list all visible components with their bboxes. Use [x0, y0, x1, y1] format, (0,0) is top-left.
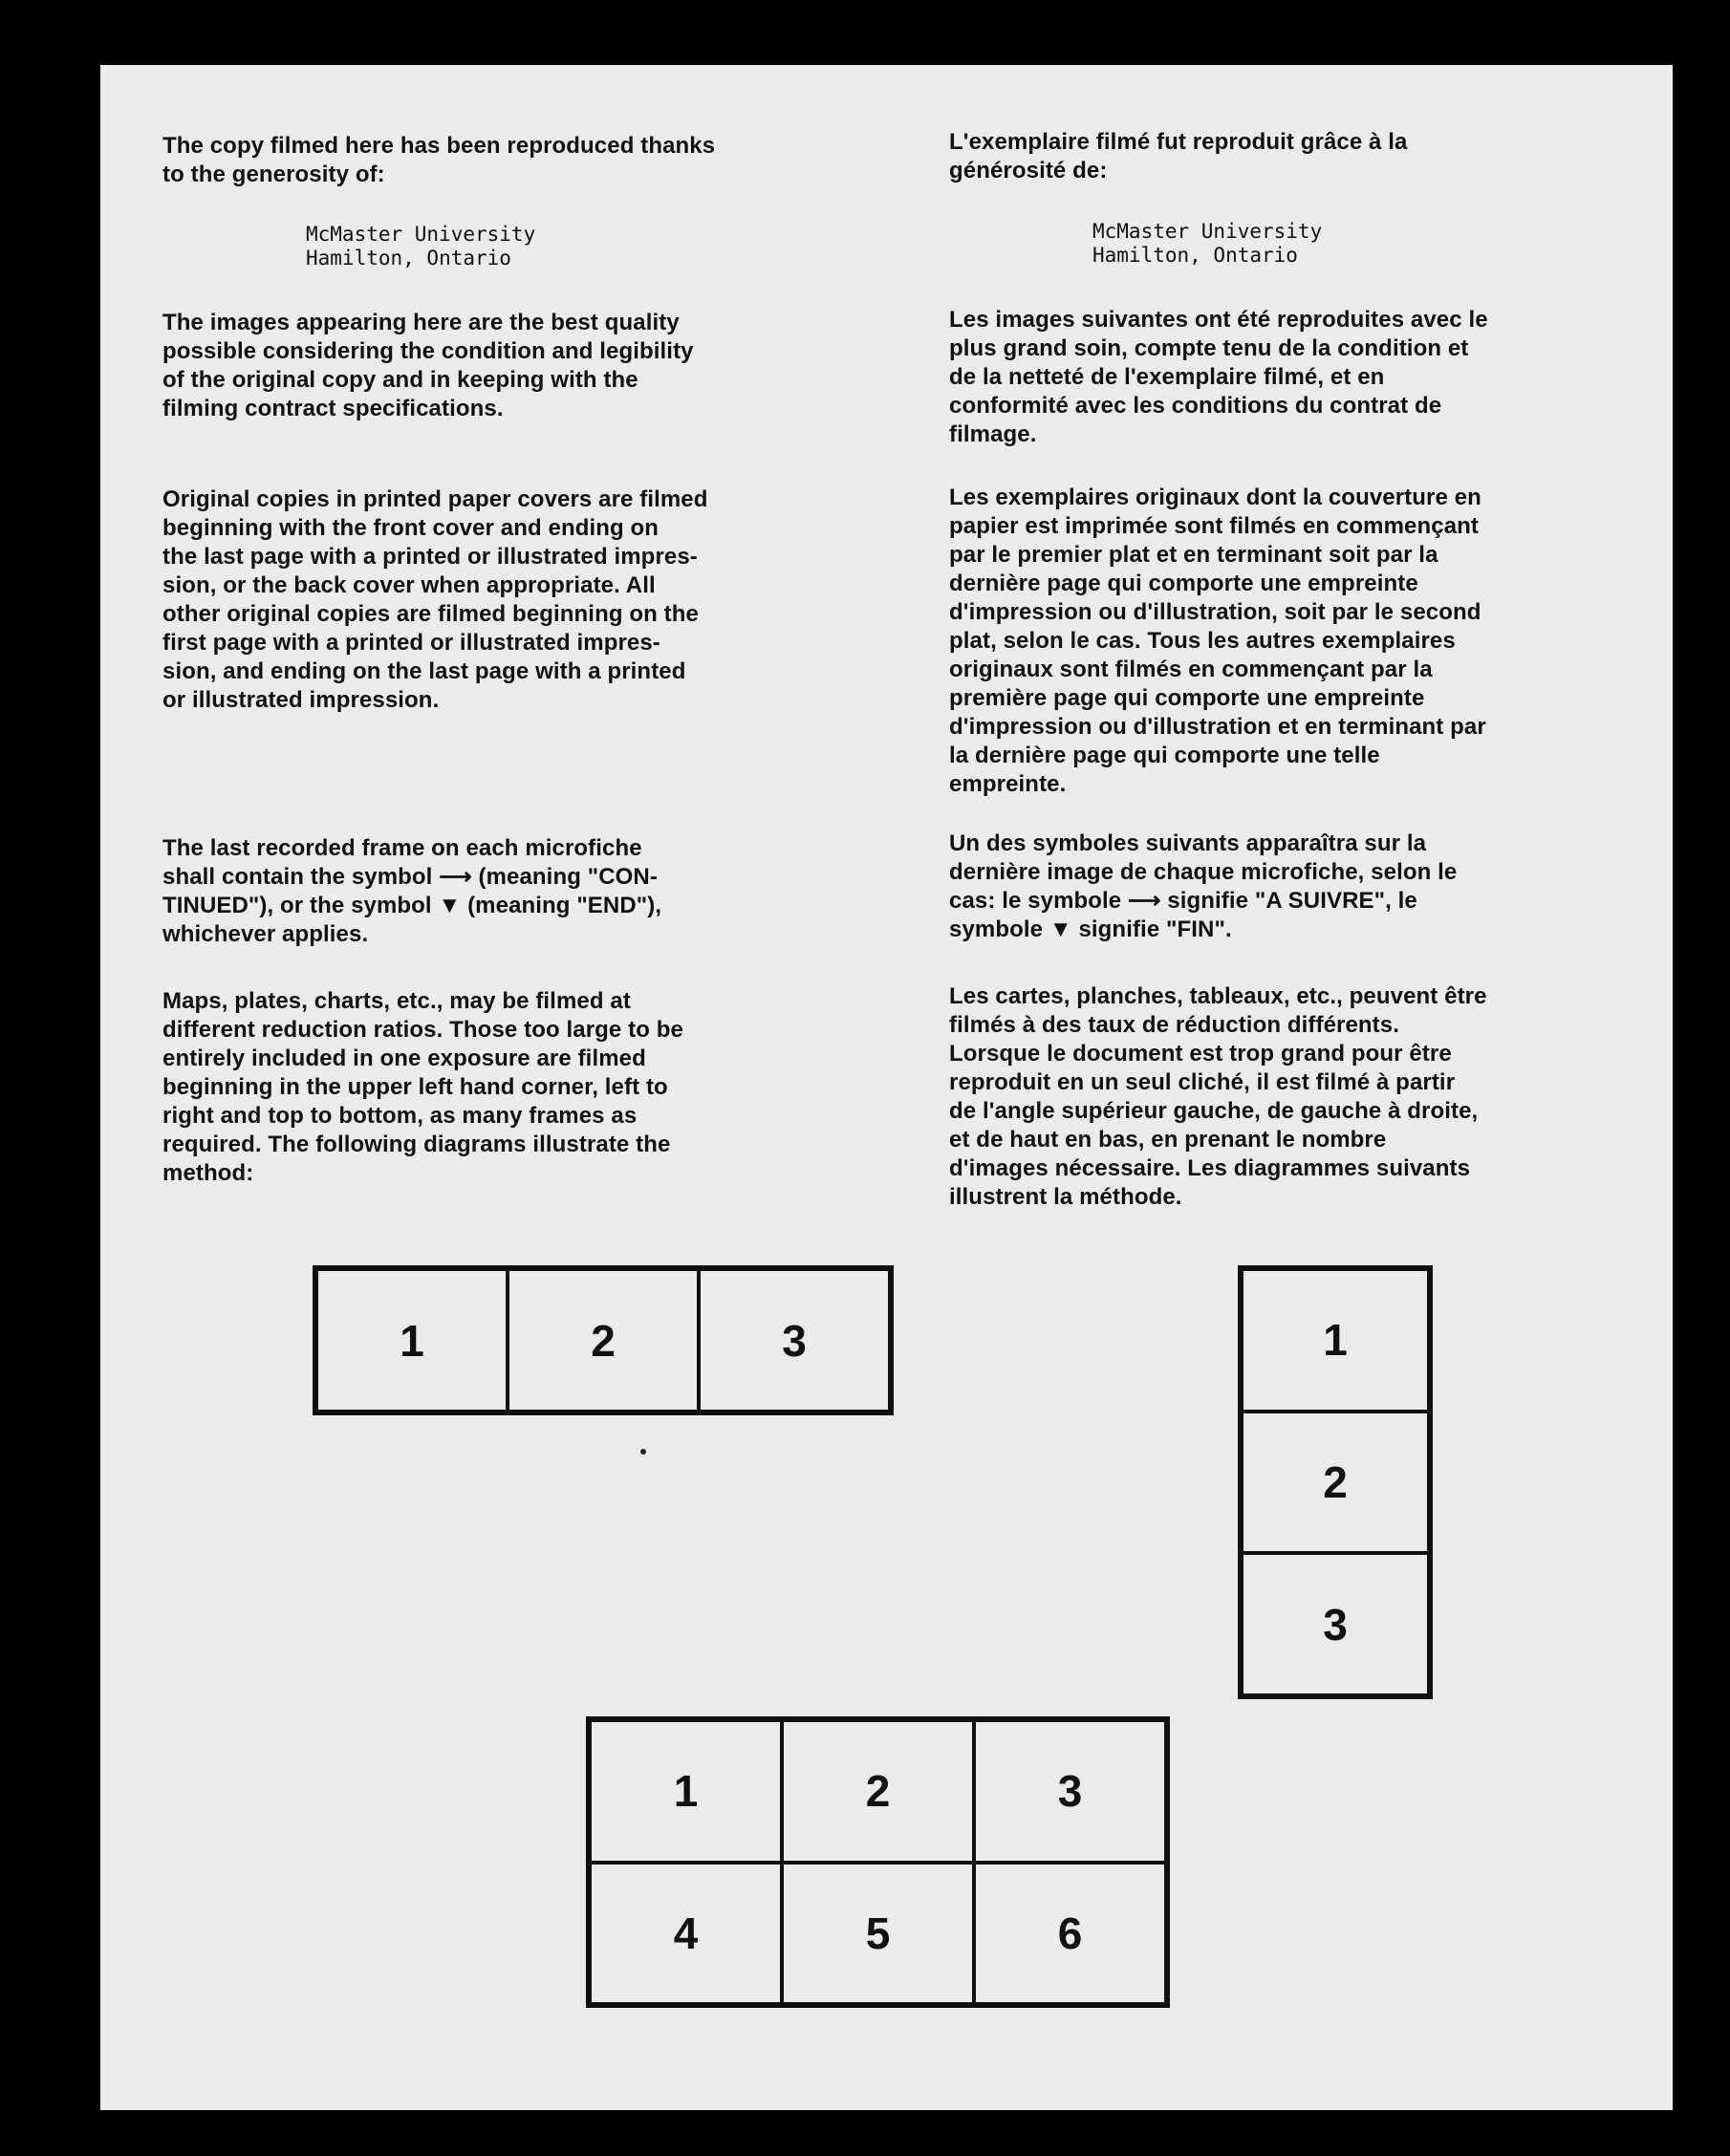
frame-cell: 1 — [1242, 1269, 1429, 1412]
quality-paragraph-en: The images appearing here are the best quality possible considering the condition and legibility of the original copy and in keeping with the filming contract specifications. — [162, 310, 694, 421]
speck-mark — [640, 1449, 646, 1455]
symbols-paragraph-fr: Un des symboles suivants apparaîtra sur la dernière image de chaque microfiche, selon le cas: le symbole ⟶ signifie "A SUIVRE", le symbole ▼ signifie "FIN". — [949, 830, 1458, 942]
frame-cell: 3 — [1242, 1553, 1429, 1695]
frame-cell: 3 — [974, 1720, 1166, 1863]
grid-frame-diagram — [586, 1716, 1170, 2008]
vertical-frame-diagram — [1238, 1265, 1433, 1699]
quality-paragraph-fr: Les images suivantes ont été reproduites avec le plus grand soin, compte tenu de la condition et de la netteté de l'exemplaire filmé, et en conformité avec les conditions du contrat de filmage. — [949, 307, 1488, 447]
horizontal-frame-diagram — [313, 1265, 894, 1415]
maps-paragraph-fr: Les cartes, planches, tableaux, etc., peuvent être filmés à des taux de réduction différents. Lorsque le document est trop grand pour être reproduit en un seul cliché, il est filmé à partir de l'angle supérieur gauche, de gauche à droite, et de haut en bas, en prenant le nombre d'images nécessaire. Les diagrammes suivants illustrent la méthode. — [949, 983, 1487, 1210]
institution-en: McMaster University Hamilton, Ontario — [306, 223, 536, 270]
originals-paragraph-fr: Les exemplaires originaux dont la couverture en papier est imprimée sont filmés en commençant par le premier plat et en terminant soit par la dernière page qui comporte une empreinte d'impression ou d'illustration, soit par le second plat, selon le cas. Tous les autres exemplaires originaux sont filmés en commençant par la première page qui comporte une empreinte d'impression ou d'illustration et en terminant par la dernière page qui comporte une telle empreinte. — [949, 485, 1486, 797]
frame-cell: 1 — [316, 1269, 508, 1412]
frame-cell: 3 — [699, 1269, 890, 1412]
frame-cell: 6 — [974, 1863, 1166, 2005]
frame-cell: 4 — [590, 1863, 782, 2005]
maps-paragraph-en: Maps, plates, charts, etc., may be filmed at different reduction ratios. Those too large to be entirely included in one exposure are filmed beginning in the upper left hand corner, left to right and top to bottom, as many frames as required. The following diagrams illustrate the method: — [162, 988, 683, 1186]
symbols-paragraph-en: The last recorded frame on each microfiche shall contain the symbol ⟶ (meaning "CON- TINUED"), or the symbol ▼ (meaning "END"), whichever applies. — [162, 835, 662, 947]
originals-paragraph-en: Original copies in printed paper covers are filmed beginning with the front cover and ending on the last page with a printed or illustrated impres- sion, or the back cover when appropriate. All other original copies are filmed beginning on the first page with a printed or illustrated impres- sion, and ending on the last page with a printed or illustrated impression. — [162, 486, 708, 713]
intro-paragraph-fr: L'exemplaire filmé fut reproduit grâce à la générosité de: — [949, 129, 1408, 183]
frame-cell: 5 — [782, 1863, 974, 2005]
frame-cell: 2 — [508, 1269, 699, 1412]
institution-fr: McMaster University Hamilton, Ontario — [1092, 220, 1323, 267]
frame-cell: 1 — [590, 1720, 782, 1863]
frame-cell: 2 — [1242, 1412, 1429, 1554]
frame-cell: 2 — [782, 1720, 974, 1863]
intro-paragraph-en: The copy filmed here has been reproduced thanks to the generosity of: — [162, 133, 716, 187]
document-page — [100, 65, 1673, 2110]
